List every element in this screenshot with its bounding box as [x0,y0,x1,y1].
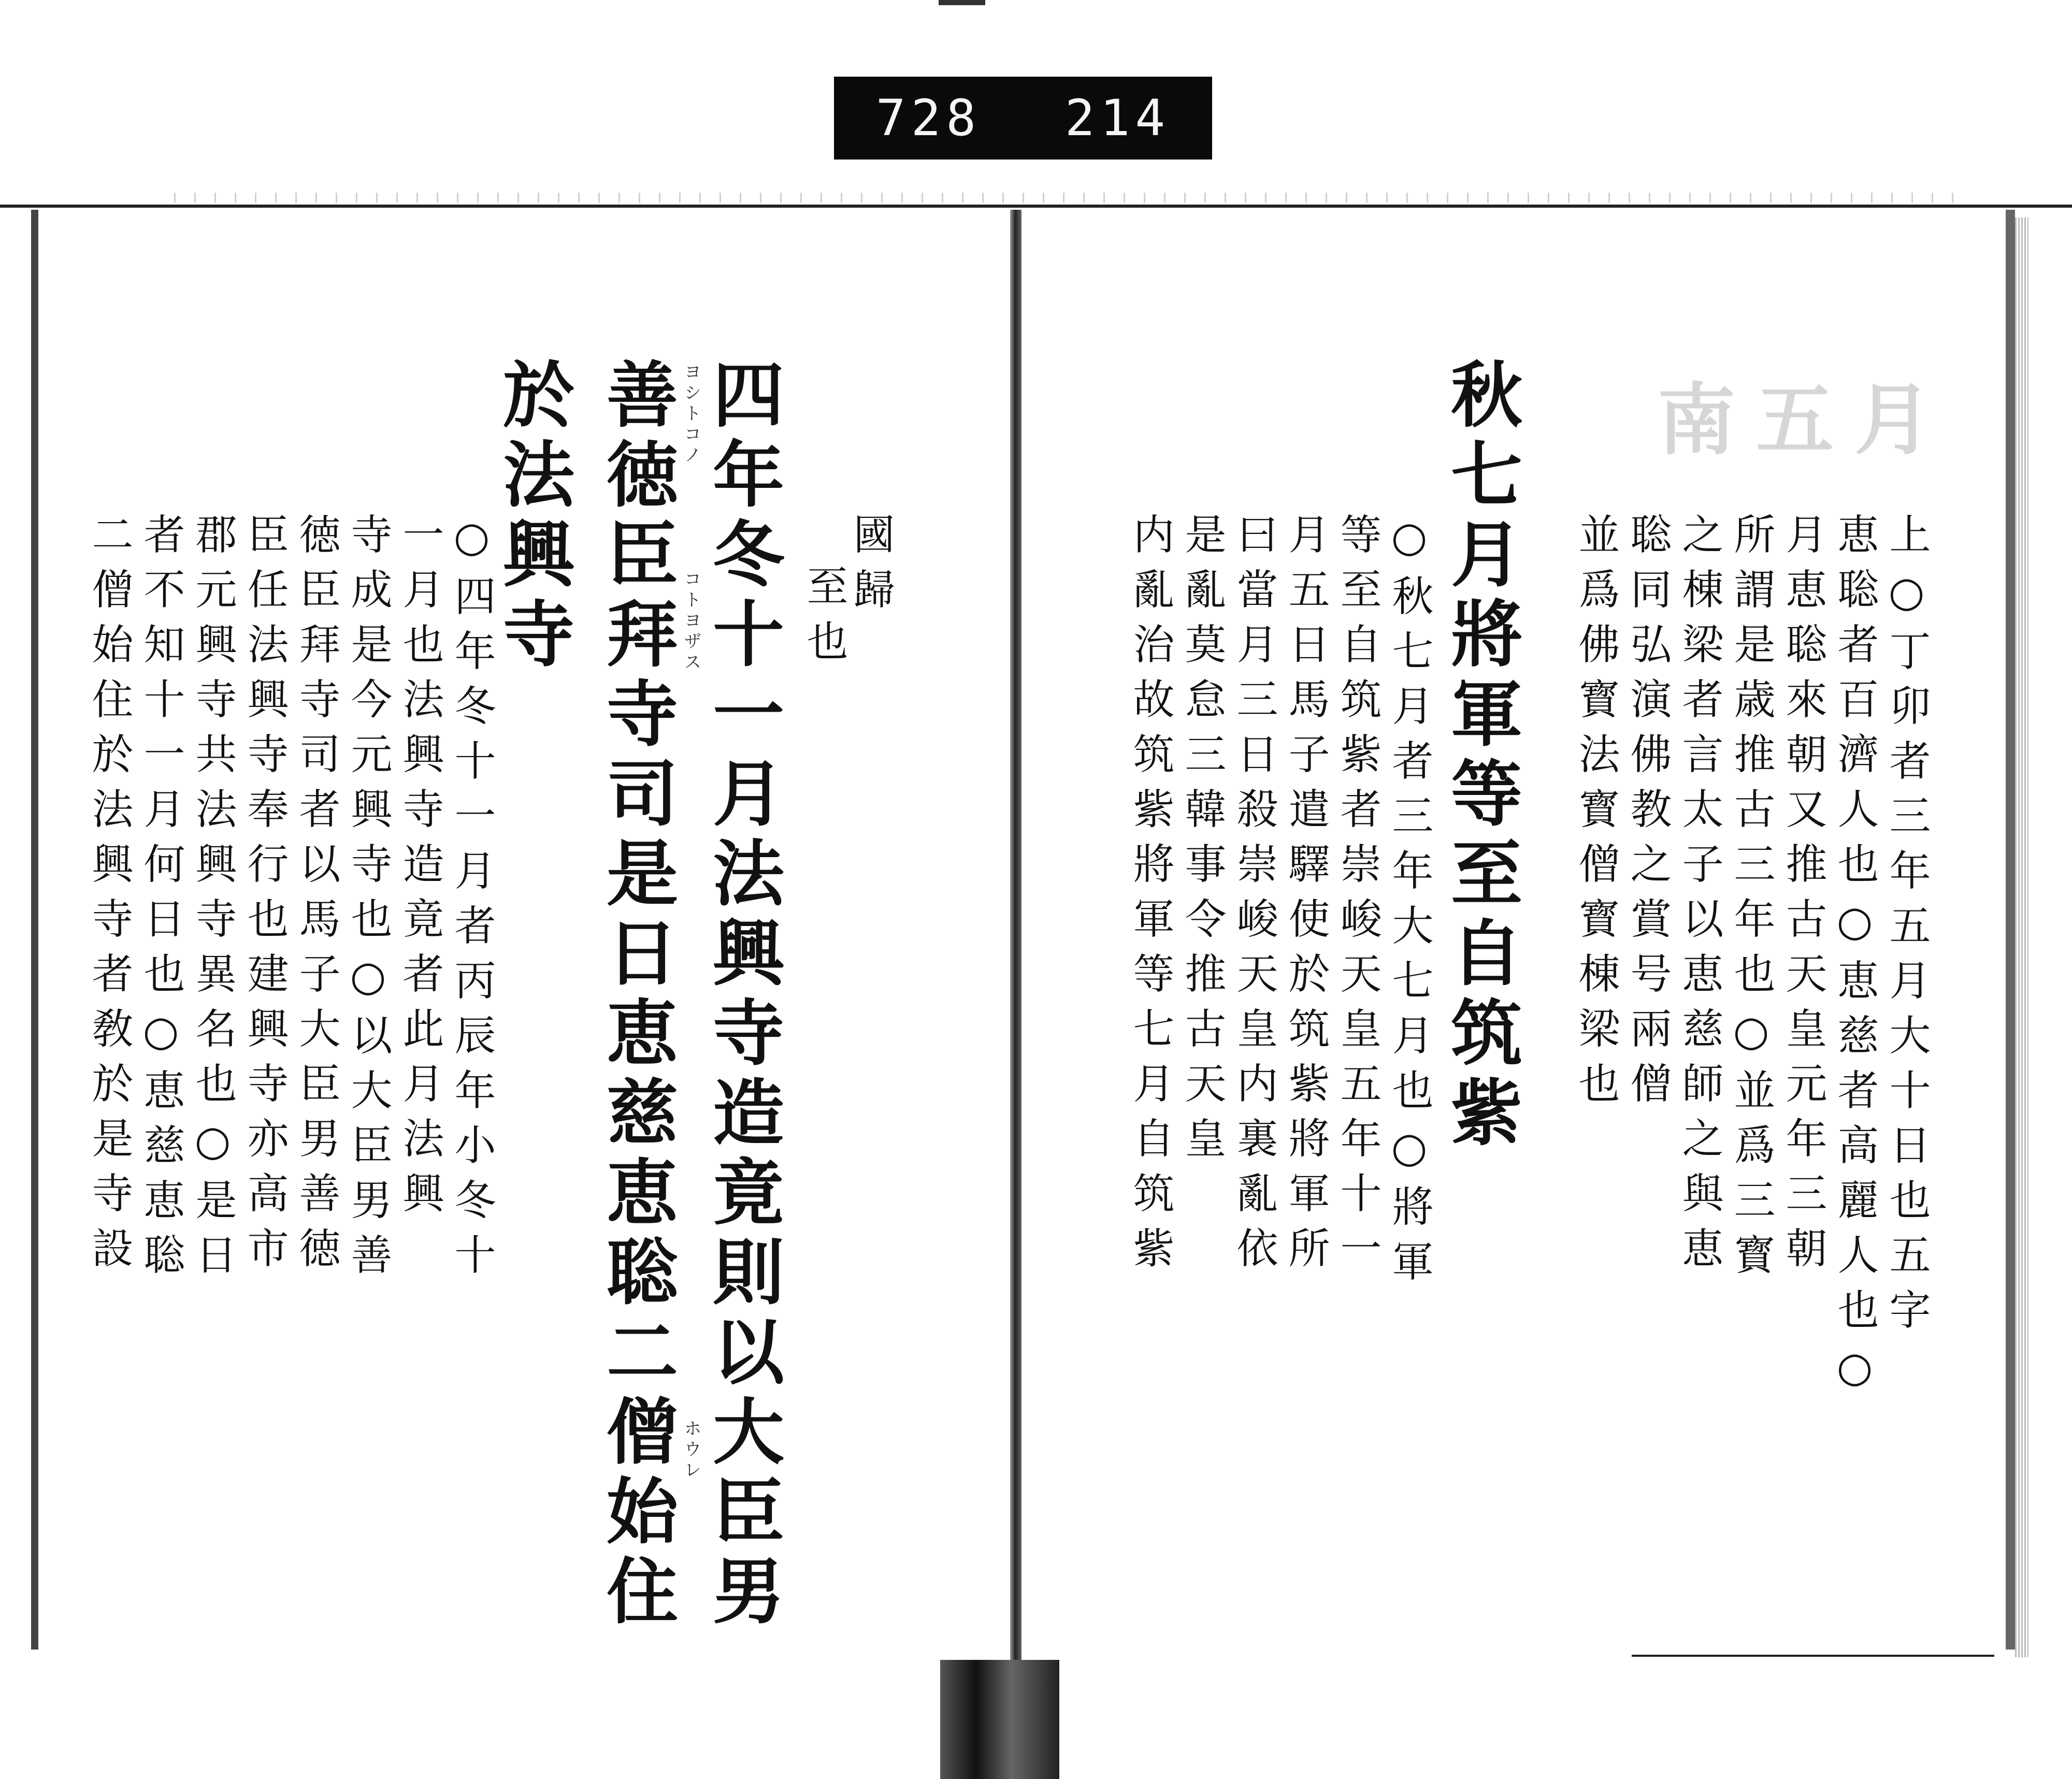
right-large-column: 秋七月將軍等至自筑紫 [1439,357,1523,1155]
right-small-column: 並爲佛寳法寳僧寳棟梁也 [1572,513,1620,1117]
reading-gloss: ホウレ [681,1419,701,1481]
left-small-column: ○四年冬十一月者丙辰年小冬十 [448,513,496,1288]
left-small-column: 徳臣拜寺司者以馬子大臣男善徳 [292,513,340,1281]
right-small-column: ○秋七月者三年大七月也○將軍 [1385,513,1433,1295]
left-small-column: 至也 [800,565,848,674]
left-large-column: 於法興寺 [491,357,575,676]
left-small-column: 者不知十一月何日也○恵慈恵聡 [137,513,185,1288]
right-small-column: 是亂莫怠三韓事令推古天皇 [1178,513,1226,1171]
left-small-column: 臣任法興寺奉行也建興寺亦高市 [240,513,289,1281]
scan-noise [155,193,1968,203]
right-small-column: 月五日馬子遣驛使於筑紫將軍所 [1282,513,1330,1281]
right-small-column: 上○丁卯者三年五月大十日也五字 [1882,513,1931,1343]
right-small-column: 恵聡者百濟人也○恵慈者高麗人也○ [1831,513,1879,1405]
frame-number-left: 728 [875,89,982,147]
right-small-column: 内亂治故筑紫將軍等七月自筑紫 [1126,513,1174,1281]
left-small-column: 一月也法興寺造竟者此月法興 [396,513,444,1226]
bleed-through-text: 南五月 [1658,374,1953,466]
reading-gloss: ヨシトコノ [681,363,701,466]
page-edge [2015,218,2028,1657]
left-small-column: 郡元興寺共法興寺異名也○是日 [189,513,237,1288]
left-large-column: 四年冬十一月法興寺造竟則以大臣男 [701,357,785,1633]
left-small-column: 國歸 [846,513,895,623]
right-small-column: 聡同弘演佛教之賞号兩僧 [1623,513,1672,1117]
binding-clip [940,1660,1059,1779]
left-large-column: 善徳臣拜寺司是日恵慈恵聡二僧始住 [595,357,679,1633]
frame-number-plate [834,77,1212,160]
bottom-rule [1632,1655,1994,1657]
left-small-column: 寺成是今元興寺也○以大臣男善 [344,513,392,1288]
left-small-column: 二僧始住於法興寺者敎於是寺設 [85,513,133,1281]
right-small-column: 等至自筑紫者崇峻天皇五年十一 [1333,513,1382,1281]
book-spine [1010,210,1021,1660]
reading-gloss: コトヨザス [681,570,701,673]
right-small-column: 所謂是歳推古三年也○並爲三寳 [1727,513,1775,1288]
scan-top-mark [939,0,985,5]
top-rule [0,205,2072,208]
right-small-column: 之棟梁者言太子以恵慈師之與恵 [1675,513,1723,1281]
frame-number-right: 214 [1064,89,1171,147]
right-small-column: 曰當月三日殺崇峻天皇内裏亂依 [1230,513,1278,1281]
right-small-column: 月恵聡來朝又推古天皇元年三朝 [1779,513,1827,1281]
